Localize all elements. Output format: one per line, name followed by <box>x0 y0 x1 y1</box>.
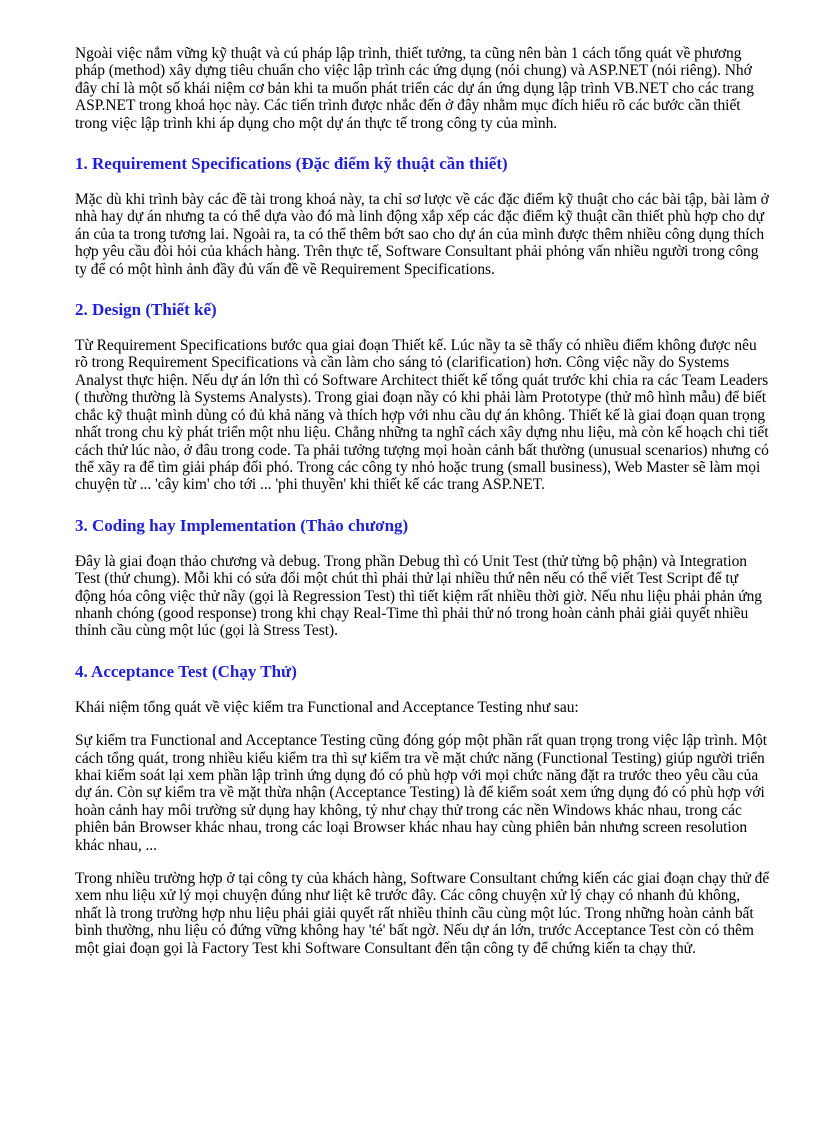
section-4-paragraph-2: Sự kiểm tra Functional and Acceptance Testing cũng đóng góp một phần rất quan trọng trong việc lập trình. Một cách tổng quát, trong nhiều kiểu kiểm tra thì sự kiểm tra về mặt chức năng (Functional Testing) giúp người triển khai kiểm soát lại xem phần lập trình ứng dụng đó có phù hợp với mọi chức năng đặt ra trước theo yêu cầu của dự án. Còn sự kiểm tra về mặt thừa nhận (Acceptance Testing) là để kiểm soát xem ứng dụng đó có phù hợp với hoàn cảnh hay môi trường sử dụng hay không, tỷ như chạy thử trong các nền Windows khác nhau, trong các phiên bản Browser khác nhau, trong các loại Browser khác nhau hay cùng phiên bản nhưng screen resolution khác nhau, ... <box>75 732 768 854</box>
section-3-paragraph: Đây là giai đoạn thảo chương và debug. Trong phần Debug thì có Unit Test (thử từng bộ phận) và Integration Test (thử chung). Mỗi khi có sửa đổi một chút thì phải thử lại nhiều thứ nên nếu có thể viết Test Script để tự động hóa công việc thử nầy (gọi là Regression Test) thì tiết kiệm rất nhiều thời giờ. Nếu nhu liệu phải phản ứng nhanh chóng (good response) trong khi chạy Real-Time thì phải thử nó trong hoàn cảnh phải giải quyết nhiều thỉnh cầu cùng một lúc (gọi là Stress Test). <box>75 552 762 640</box>
intro-paragraph: Ngoài việc nắm vững kỹ thuật và cú pháp lập trình, thiết tưởng, ta cũng nên bàn 1 cách tổng quát về phương pháp (method) xây dựng tiêu chuẩn cho việc lập trình các ứng dụng (nói chung) và ASP.NET (nói riêng). Nhớ đây chỉ là một số khái niệm cơ bản khi ta muốn phát triển các dự án ứng dụng lập trình VB.NET cho các trang ASP.NET trong khoá học này. Các tiến trình được nhắc đến ở đây nhằm mục đích hiểu rõ các bước cần thiết trong việc lập trình khi áp dụng cho một dự án thực tế trong công ty của mình. <box>75 45 754 132</box>
document-page <box>75 45 770 957</box>
section-4-paragraph-1: Khái niệm tổng quát về việc kiểm tra Functional and Acceptance Testing như sau: <box>75 698 579 716</box>
section-2-heading: 2. Design (Thiết kế) <box>75 300 217 320</box>
section-4-paragraph-3: Trong nhiều trường hợp ở tại công ty của khách hàng, Software Consultant chứng kiến các giai đoạn chạy thử để xem nhu liệu xử lý mọi chuyện đúng như liệt kê trước đây. Các công chuyện xử lý chạy có nhanh đủ không, nhất là trong trường hợp nhu liệu phải giải quyết rất nhiều thỉnh cầu cùng một lúc. Trong những hoàn cảnh bất bình thường, nhu liệu có đứng vững không hay 'té' bất ngờ. Nếu dự án lớn, trước Acceptance Test còn có thêm một giai đoạn gọi là Factory Test khi Software Consultant đến tận công ty để chứng kiến ta chạy thử. <box>75 870 770 957</box>
section-1-paragraph: Mặc dù khi trình bày các đề tài trong khoá này, ta chỉ sơ lược về các đặc điểm kỹ thuật cho các bài tập, bài làm ở nhà hay dự án nhưng ta có thể dựa vào đó mà linh động xắp xếp các đặc điểm kỹ thuật cần thiết phù hợp cho dự án của ta trong tương lai. Ngoài ra, ta có thể thêm bớt sao cho dự án của mình được thêm nhiều công dụng thích hợp yêu cầu đòi hỏi của khách hàng. Trên thực tế, Software Consultant phải phỏng vấn nhiều người trong công ty để có một hình ảnh đầy đủ vấn đề về Requirement Specifications. <box>75 191 769 278</box>
section-4-heading: 4. Acceptance Test (Chạy Thử) <box>75 661 297 681</box>
section-2-paragraph: Từ Requirement Specifications bước qua giai đoạn Thiết kế. Lúc nầy ta sẽ thấy có nhiều điểm không được nêu rõ trong Requirement Specifications và cần làm cho sáng tỏ (clarification) hơn. Công việc nầy do Systems Analyst thực hiện. Nếu dự án lớn thì có Software Architect thiết kế tổng quát trước khi chia ra các Team Leaders ( thường thường là Systems Analysts). Trong giai đoạn nầy có khi phải làm Prototype (thử mô hình mẫu) để biết chắc kỹ thuật mình dùng có đủ khả năng và thích hợp với nhu cầu dự án không. Thiết kế là giai đoạn quan trọng nhất trong chu kỳ phát triển một nhu liệu. Chẳng những ta nghĩ cách xây dựng nhu liệu, mà còn kế hoạch chi tiết cách thử lúc nào, ở đâu trong code. Ta phải tưởng tượng mọi hoàn cảnh bất thường (unusual scenarios) nhưng có thể xãy ra để tìm giải pháp đối phó. Trong các công ty nhỏ hoặc trung (small business), Web Master sẽ làm mọi chuyện từ ... 'cây kim' cho tới ... 'phi thuyền' khi thiết kế các trang ASP.NET. <box>75 337 769 494</box>
section-3-heading: 3. Coding hay Implementation (Thảo chương) <box>75 515 409 535</box>
section-1-heading: 1. Requirement Specifications (Đặc điểm kỹ thuật cần thiết) <box>75 154 508 174</box>
